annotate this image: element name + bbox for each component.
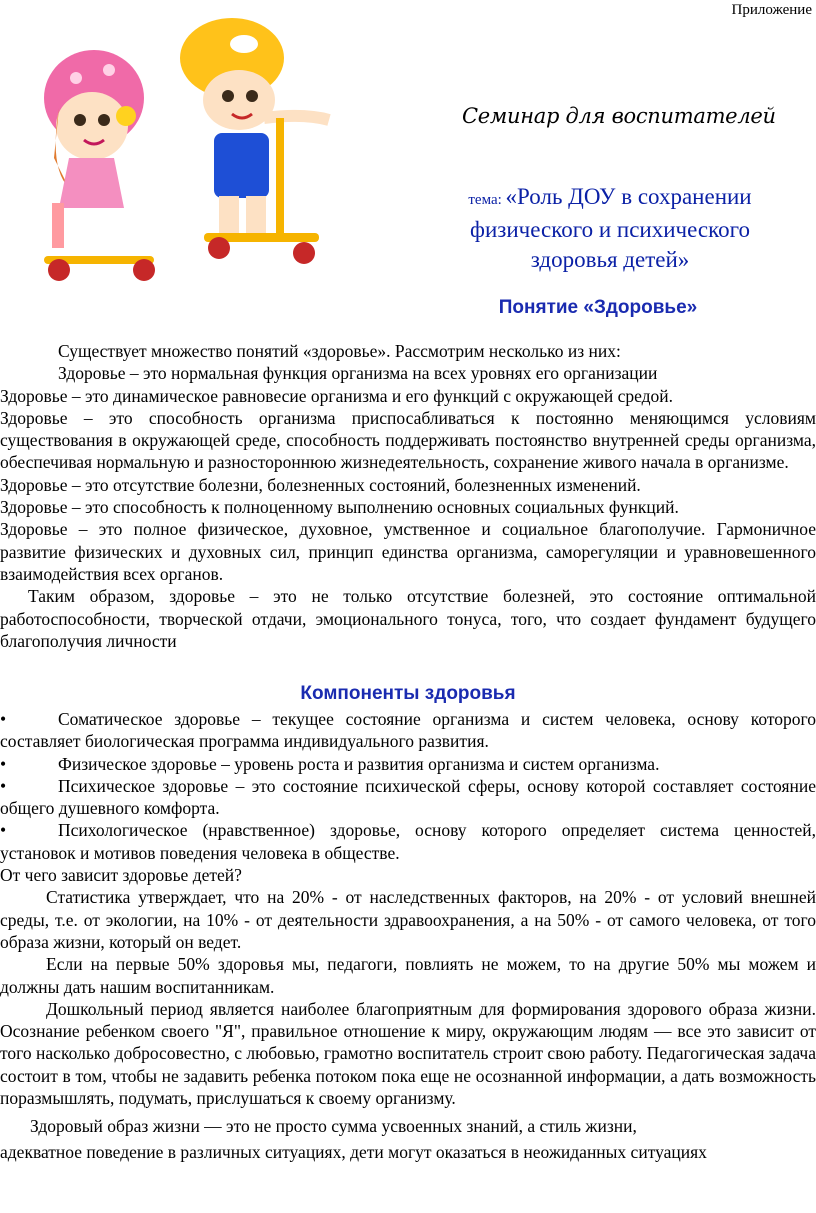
- appendix-label: Приложение: [731, 2, 812, 18]
- bullet-icon: •: [0, 775, 7, 796]
- theme-line-2: физического и психического: [470, 217, 750, 242]
- question-line: От чего зависит здоровье детей?: [0, 865, 242, 886]
- seminar-title: Семинар для воспитателей: [462, 104, 776, 128]
- theme-line-3: здоровья детей»: [530, 247, 690, 272]
- theme-line-1: «Роль ДОУ в сохранении: [505, 184, 752, 209]
- definition-paragraph: Здоровье – это способность к полноценному выполнению основных социальных функций.: [0, 497, 679, 518]
- definition-paragraph: Здоровье – это динамическое равновесие организма и его функций с окружающей средой.: [0, 385, 674, 406]
- component-text: Психологическое (нравственное) здоровье, основу которого определяет система ценностей, установок и мотивов поведения человека в обществе.: [0, 820, 816, 863]
- heading-health-components: Компоненты здоровья: [300, 683, 516, 704]
- definition-paragraph: Здоровье – это способность организма приспосабливаться к постоянно меняющимся условиям существования в окружающей среде, способность поддерживать постоянство внутренней среды организма, обеспечивая нормальную и разностороннюю жизнедеятельность, сохранение живого начала в организме.: [0, 407, 816, 473]
- definition-paragraph: Здоровье – это отсутствие болезни, болезненных состояний, болезненных изменений.: [0, 474, 641, 495]
- summary-paragraph: Таким образом, здоровье – это не только отсутствие болезней, это состояние оптимальной работоспособности, творческой отдачи, эмоционального тонуса, того, что создает фундамент будущего благополучия личности: [0, 586, 816, 651]
- statistics-paragraph: Статистика утверждает, что на 20% - от наследственных факторов, на 20% - от условий внешней среды, т.е. от экологии, на 10% - от деятельности здравоохранения, а на 50% - от самого человека, от того образа жизни, который он ведет.: [0, 887, 816, 952]
- theme-prefix: тема:: [468, 192, 506, 208]
- component-item: [0, 819, 816, 864]
- component-item: [0, 753, 816, 775]
- heading-health-concept: Понятие «Здоровье»: [498, 297, 698, 318]
- bullet-icon: •: [0, 820, 7, 841]
- component-text: Соматическое здоровье – текущее состояние организма и систем человека, основу которого составляет биологическая программа индивидуального развития.: [0, 709, 816, 752]
- component-item: [0, 775, 816, 820]
- component-text: Психическое здоровье – это состояние психической сферы, основу которой составляет состояние общего душевного комфорта.: [0, 775, 816, 819]
- definition-paragraph: Здоровье – это полное физическое, духовное, умственное и социальное благополучие. Гармоничное развитие физических и духовных сил, принцип единства организма, саморегуляции и уравновешенного взаимодействия всех органов.: [0, 519, 816, 584]
- intro-line: Существует множество понятий «здоровье». Рассмотрим несколько из них:: [58, 341, 621, 361]
- healthy-lifestyle-line-2: адекватное поведение в различных ситуациях, дети могут оказаться в неожиданных ситуациях: [0, 1141, 707, 1162]
- intro-line: Здоровье – это нормальная функция организма на всех уровнях его организации: [58, 363, 658, 384]
- section-components: [0, 708, 816, 1163]
- kids-scooters-illustration: [14, 8, 332, 290]
- healthy-lifestyle-line-1: Здоровый образ жизни — это не просто сумма усвоенных знаний, а стиль жизни,: [30, 1116, 637, 1137]
- preschool-paragraph: Дошкольный период является наиболее благоприятным для формирования здорового образа жизни. Осознание ребенком своего "Я", правильное отношение к миру, окружающим людям — все это зависит от того насколько добросовестно, с любовью, грамотно воспитатель строит свою работу. Педагогическая задача состоит в том, чтобы не задавить ребенка потоком пока еще не осознанной информации, а дать возможность поразмышлять, подумать, прислушаться к своему организму.: [0, 998, 816, 1109]
- component-item: [0, 708, 816, 753]
- component-text: Физическое здоровье – уровень роста и развития организма и систем организма.: [58, 753, 660, 774]
- bullet-icon: •: [0, 753, 7, 774]
- section-definitions: [0, 340, 816, 652]
- theme-title: [410, 182, 810, 275]
- parent-role-paragraph: Если на первые 50% здоровья мы, педагоги, повлиять не можем, то на другие 50% мы можем и должны дать нашим воспитанникам.: [0, 954, 816, 997]
- bullet-icon: •: [0, 709, 7, 729]
